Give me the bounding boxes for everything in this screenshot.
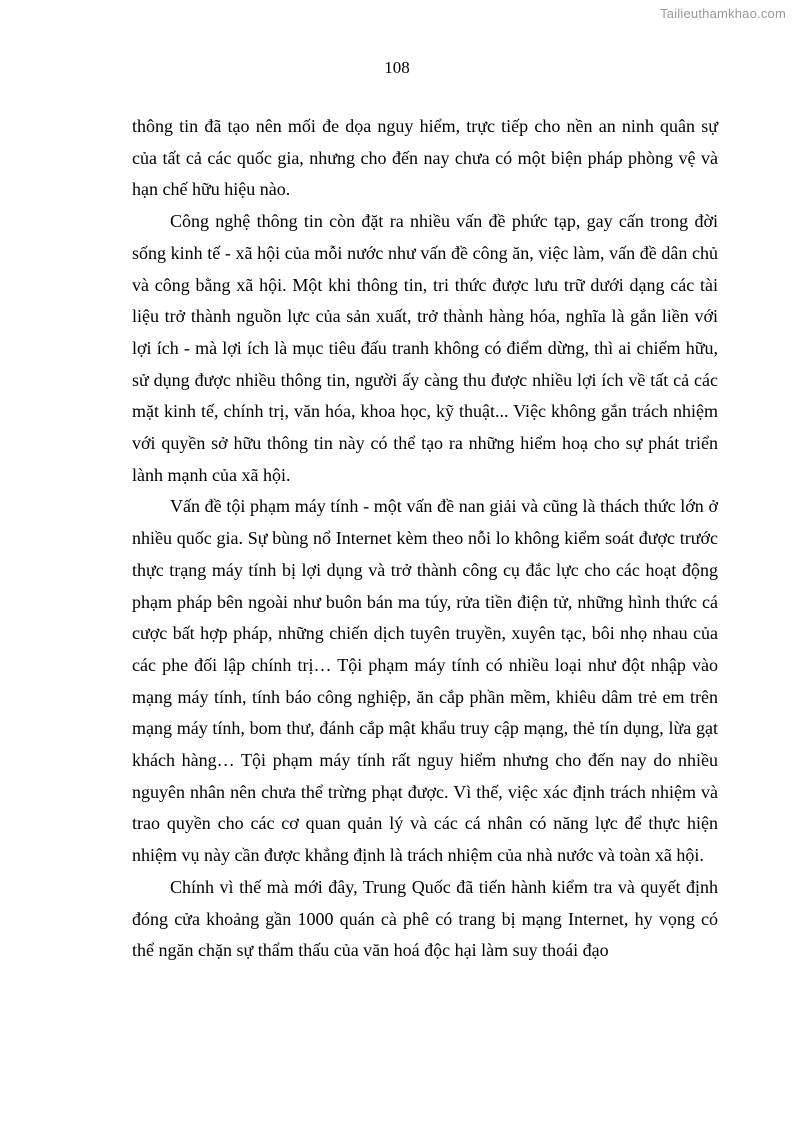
paragraph-china-internet-cafes: Chính vì thế mà mới đây, Trung Quốc đã tiến hành kiểm tra và quyết định đóng cửa khoảng gần 1000 quán cà phê có trang bị mạng Internet, hy vọng có thể ngăn chặn sự thẩm thấu của văn hoá độc hại làm suy thoái đạo bbox=[132, 876, 718, 961]
paragraph-computer-crime: Vấn đề tội phạm máy tính - một vấn đề nan giải và cũng là thách thức lớn ở nhiều quốc gia. Sự bùng nổ Internet kèm theo nỗi lo không kiểm soát được trước thực trạng máy tính bị lợi dụng và trở thành công cụ đắc lực cho các hoạt động phạm pháp bên ngoài như buôn bán ma túy, rửa tiền điện tử, những hình thức cá cược bất hợp pháp, những chiến dịch tuyên truyền, xuyên tạc, bôi nhọ nhau của các phe đối lập chính trị… Tội phạm máy tính có nhiều loại như đột nhập vào mạng máy tính, tính báo công nghiệp, ăn cắp phần mềm, khiêu dâm trẻ em trên mạng máy tính, bom thư, đánh cắp mật khẩu truy cập mạng, thẻ tín dụng, lừa gạt khách hàng… Tội phạm máy tính rất nguy hiểm nhưng cho đến nay do nhiều nguyên nhân nên chưa thể trừng phạt được. Vì thế, việc xác định trách nhiệm và trao quyền cho các cơ quan quản lý và các cá nhân có năng lực để thực hiện nhiệm vụ này cần được khẳng định là trách nhiệm của nhà nước và toàn xã hội. bbox=[132, 496, 718, 866]
paragraph-continuation: thông tin đã tạo nên mối đe dọa nguy hiểm, trực tiếp cho nền an ninh quân sự của tất cả các quốc gia, nhưng cho đến nay chưa có một biện pháp phòng vệ và hạn chế hữu hiệu nào. bbox=[132, 116, 718, 200]
document-body bbox=[132, 111, 718, 967]
page-number: 108 bbox=[384, 58, 410, 77]
watermark-text: Tailieuthamkhao.com bbox=[660, 6, 786, 21]
paragraph-information-technology-issues: Công nghệ thông tin còn đặt ra nhiều vấn đề phức tạp, gay cấn trong đời sống kinh tế - xã hội của mỗi nước như vấn đề công ăn, việc làm, vấn đề dân chủ và công bằng xã hội. Một khi thông tin, tri thức được lưu trữ dưới dạng các tài liệu trở thành nguồn lực của sản xuất, trở thành hàng hóa, nghĩa là gắn liền với lợi ích - mà lợi ích là mục tiêu đấu tranh không có điểm dừng, thì ai chiếm hữu, sử dụng được nhiều thông tin, người ấy càng thu được nhiều lợi ích về tất cả các mặt kinh tế, chính trị, văn hóa, khoa học, kỹ thuật... Việc không gắn trách nhiệm với quyền sở hữu thông tin này có thể tạo ra những hiểm hoạ cho sự phát triển lành mạnh của xã hội. bbox=[132, 211, 718, 485]
